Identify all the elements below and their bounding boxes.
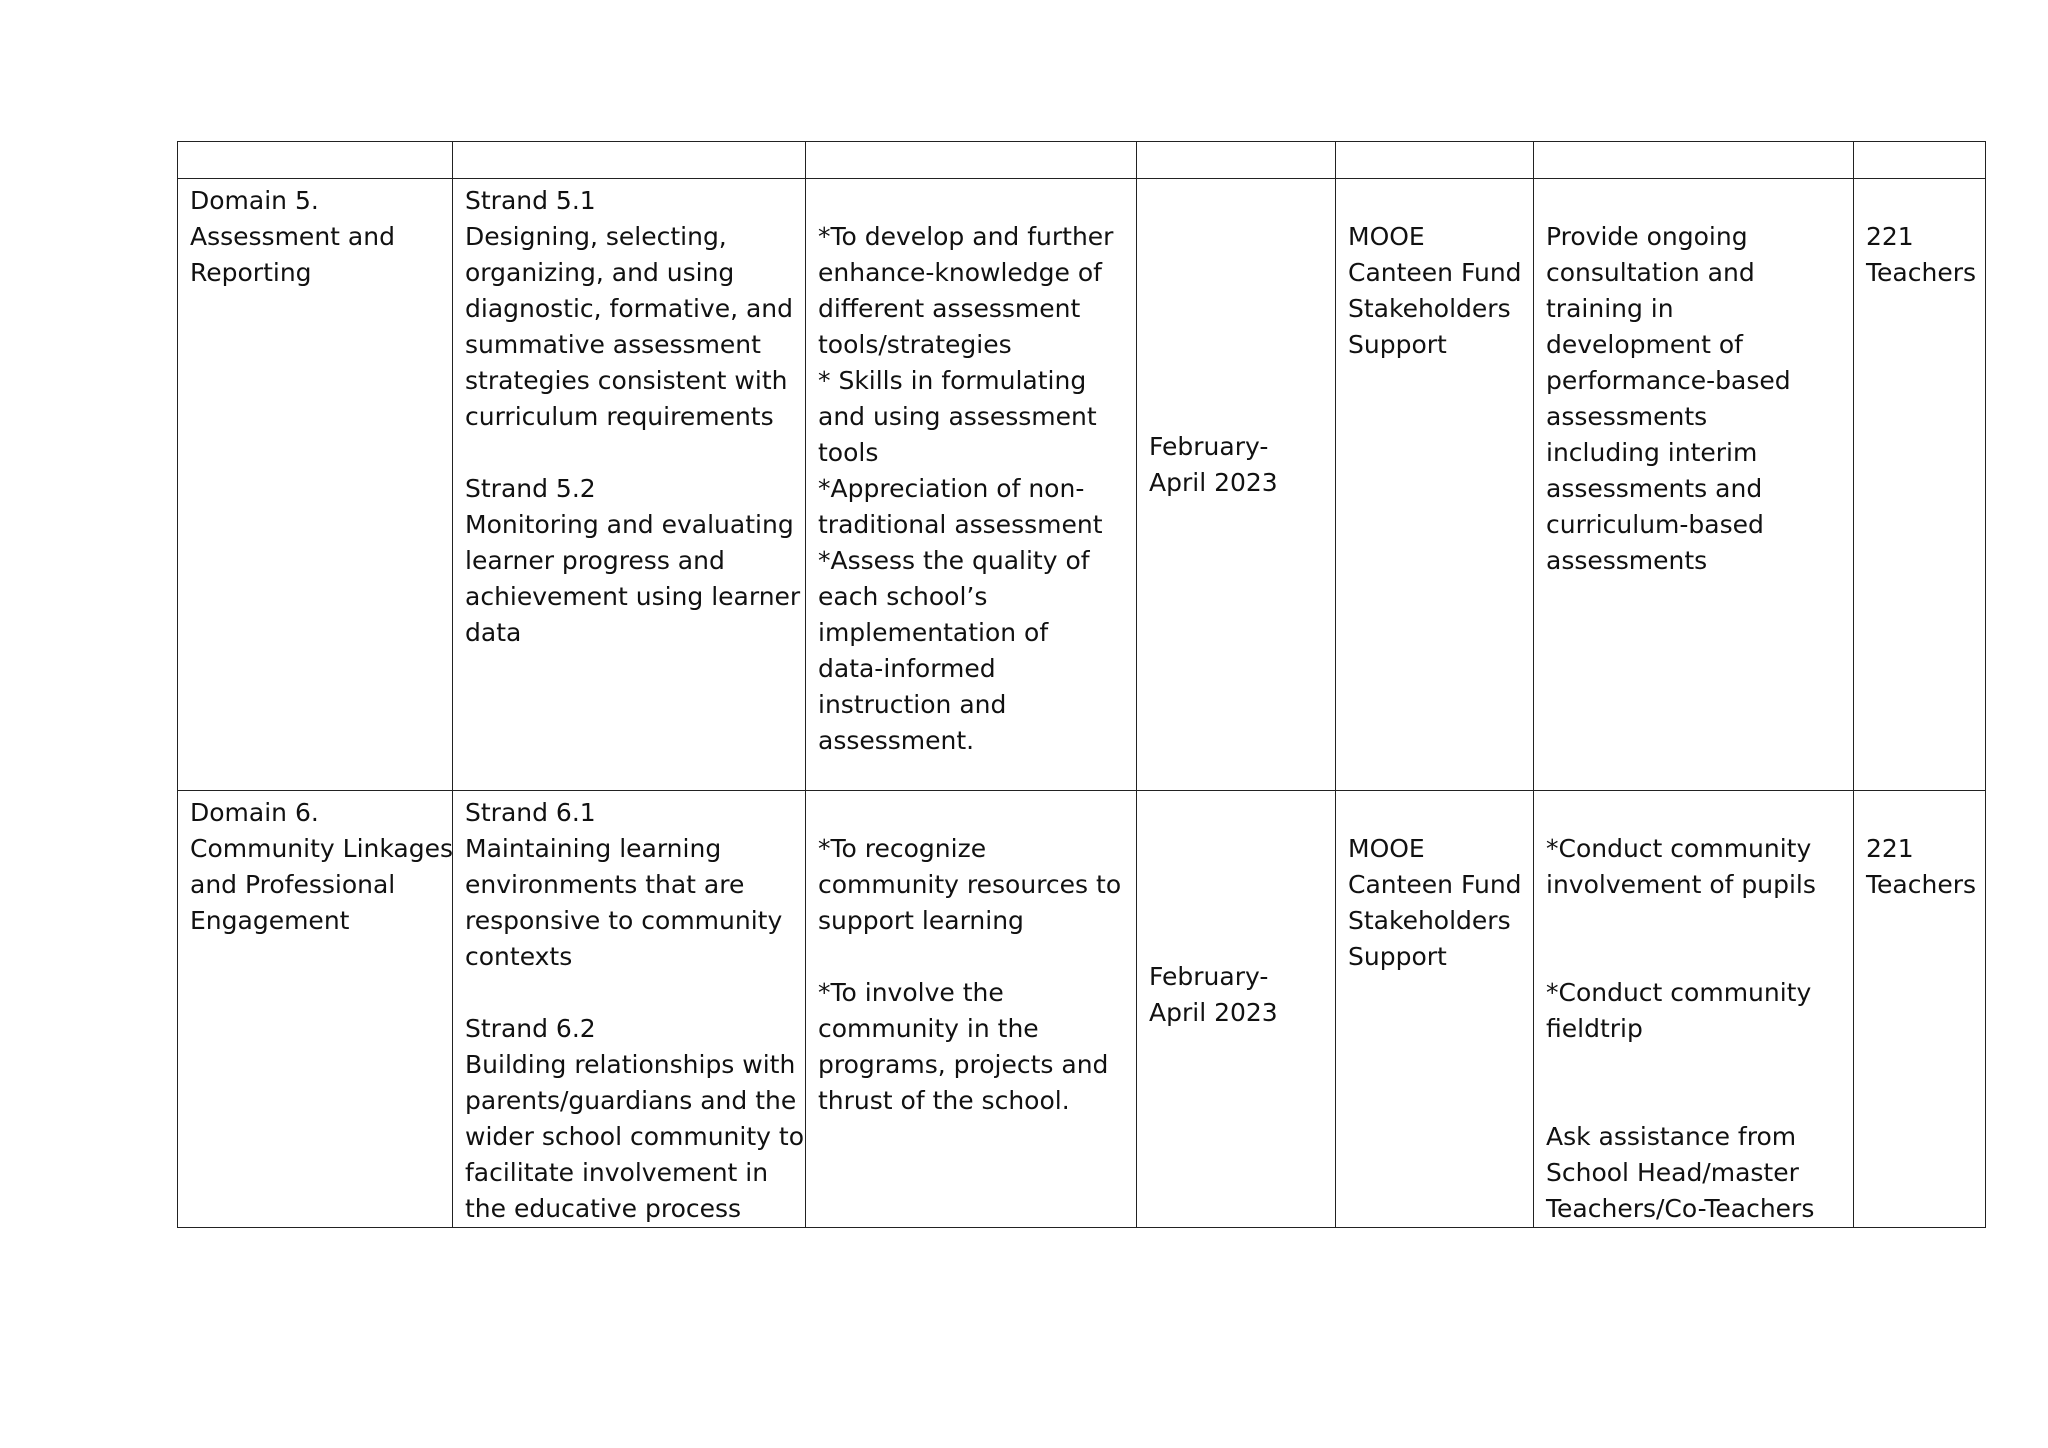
resource-line: Support xyxy=(1348,330,1447,359)
strand-line: curriculum requirements xyxy=(465,402,774,431)
spacer xyxy=(1866,183,1973,219)
timeframe-text xyxy=(1149,959,1323,1031)
timeframe-text xyxy=(1149,429,1323,501)
objective-line: traditional assessment xyxy=(818,510,1103,539)
strand-line: contexts xyxy=(465,942,573,971)
objective-line: *Appreciation of non- xyxy=(818,474,1085,503)
spacer xyxy=(1546,1083,1841,1119)
spacer xyxy=(818,939,1124,975)
strand-line: the educative process xyxy=(465,1194,742,1223)
strand-line: Strand 6.2 xyxy=(465,1014,596,1043)
empty-cell xyxy=(178,142,453,179)
strand-line: Maintaining learning xyxy=(465,834,722,863)
activity-line: assessments xyxy=(1546,402,1708,431)
activity-line: curriculum-based xyxy=(1546,510,1764,539)
timeframe-cell xyxy=(1137,179,1336,791)
spacer xyxy=(1546,939,1841,975)
domain-line: Engagement xyxy=(190,906,350,935)
resource-line: MOOE xyxy=(1348,834,1425,863)
activity-line: assessments xyxy=(1546,546,1708,575)
activity-line: performance-based xyxy=(1546,366,1791,395)
resource-line: Stakeholders xyxy=(1348,906,1511,935)
activities-cell xyxy=(1534,791,1854,1228)
strand-line: diagnostic, formative, and xyxy=(465,294,794,323)
objective-line: enhance-knowledge of xyxy=(818,258,1102,287)
strand-line: Monitoring and evaluating xyxy=(465,510,794,539)
objectives-cell xyxy=(806,179,1137,791)
domain-cell xyxy=(178,791,453,1228)
objectives-cell xyxy=(806,791,1137,1228)
domain-line: and Professional xyxy=(190,870,396,899)
objective-line: and using assessment xyxy=(818,402,1097,431)
participant-line: Teachers xyxy=(1866,870,1976,899)
strand-line: Strand 6.1 xyxy=(465,798,596,827)
participant-line: 221 xyxy=(1866,834,1914,863)
activity-line: involvement of pupils xyxy=(1546,870,1816,899)
activity-line: development of xyxy=(1546,330,1743,359)
table-row-domain-6 xyxy=(178,791,1986,1228)
domain-line: Assessment and xyxy=(190,222,395,251)
objective-line: instruction and xyxy=(818,690,1007,719)
objective-line: support learning xyxy=(818,906,1024,935)
resource-line: Canteen Fund xyxy=(1348,870,1522,899)
spacer xyxy=(1546,1047,1841,1083)
strand-line: strategies consistent with xyxy=(465,366,788,395)
domain-cell xyxy=(178,179,453,791)
timeframe-line: February- xyxy=(1149,431,1269,461)
objective-line: tools xyxy=(818,438,879,467)
timeframe-line: February- xyxy=(1149,962,1269,991)
objective-line: programs, projects and xyxy=(818,1050,1109,1079)
empty-cell xyxy=(1336,142,1534,179)
spacer xyxy=(1546,795,1841,831)
activity-line: Provide ongoing xyxy=(1546,222,1748,251)
spacer xyxy=(1348,795,1521,831)
participants-cell xyxy=(1854,179,1986,791)
resources-cell xyxy=(1336,179,1534,791)
table-row-domain-5 xyxy=(178,179,1986,791)
strand-line: organizing, and using xyxy=(465,258,735,287)
spacer xyxy=(818,183,1124,219)
resource-line: MOOE xyxy=(1348,222,1425,251)
domain-line: Domain 5. xyxy=(190,186,319,215)
timeframe-cell xyxy=(1137,791,1336,1228)
empty-cell xyxy=(806,142,1137,179)
action-plan-table xyxy=(177,141,1986,1228)
objective-line: *To recognize xyxy=(818,834,987,863)
strand-line: Designing, selecting, xyxy=(465,222,727,251)
strand-line: Strand 5.2 xyxy=(465,474,596,503)
objective-line: implementation of xyxy=(818,618,1049,647)
objective-line: *Assess the quality of xyxy=(818,546,1090,575)
strand-line: parents/guardians and the xyxy=(465,1086,797,1115)
activity-line: School Head/master xyxy=(1546,1158,1799,1187)
domain-line: Reporting xyxy=(190,258,312,287)
objective-line: each school’s xyxy=(818,582,988,611)
objective-line: *To involve the xyxy=(818,978,1004,1007)
objective-line: community in the xyxy=(818,1014,1039,1043)
activity-line: Teachers/Co-Teachers xyxy=(1546,1194,1815,1223)
objective-line: different assessment xyxy=(818,294,1081,323)
spacer xyxy=(465,435,793,471)
activity-line: including interim xyxy=(1546,438,1758,467)
spacer xyxy=(465,975,793,1011)
activity-line: training in xyxy=(1546,294,1674,323)
strand-line: learner progress and xyxy=(465,546,725,575)
strand-line: achievement using learner xyxy=(465,582,801,611)
objective-line: *To develop and further xyxy=(818,222,1114,251)
domain-line: Domain 6. xyxy=(190,798,319,827)
empty-cell xyxy=(453,142,806,179)
objective-line: community resources to xyxy=(818,870,1122,899)
empty-cell xyxy=(1137,142,1336,179)
resource-line: Stakeholders xyxy=(1348,294,1511,323)
activity-line: consultation and xyxy=(1546,258,1755,287)
objective-line: tools/strategies xyxy=(818,330,1012,359)
timeframe-line: April 2023 xyxy=(1149,467,1278,497)
empty-cell xyxy=(1534,142,1854,179)
activity-line: Ask assistance from xyxy=(1546,1122,1797,1151)
objective-line: data-informed xyxy=(818,654,996,683)
activity-line: *Conduct community xyxy=(1546,834,1812,863)
table-header-row-empty xyxy=(178,142,1986,179)
spacer xyxy=(1546,183,1841,219)
spacer xyxy=(1546,903,1841,939)
resources-cell xyxy=(1336,791,1534,1228)
resource-line: Canteen Fund xyxy=(1348,258,1522,287)
activities-cell xyxy=(1534,179,1854,791)
objective-line: * Skills in formulating xyxy=(818,366,1087,395)
strand-line: Building relationships with xyxy=(465,1050,796,1079)
participant-line: 221 xyxy=(1866,222,1914,251)
strand-line: Strand 5.1 xyxy=(465,186,596,215)
strand-line: environments that are xyxy=(465,870,745,899)
domain-line: Community Linkages xyxy=(190,834,453,863)
objective-line: thrust of the school. xyxy=(818,1086,1070,1115)
spacer xyxy=(818,795,1124,831)
strand-cell xyxy=(453,179,806,791)
participants-cell xyxy=(1854,791,1986,1228)
strand-line: summative assessment xyxy=(465,330,761,359)
objective-line: assessment. xyxy=(818,726,975,755)
empty-cell xyxy=(1854,142,1986,179)
participant-line: Teachers xyxy=(1866,258,1976,287)
strand-line: wider school community to xyxy=(465,1122,804,1151)
strand-line: facilitate involvement in xyxy=(465,1158,769,1187)
spacer xyxy=(1866,795,1973,831)
strand-cell xyxy=(453,791,806,1228)
spacer xyxy=(1348,183,1521,219)
activity-line: assessments and xyxy=(1546,474,1763,503)
timeframe-line: April 2023 xyxy=(1149,998,1278,1027)
activity-line: fieldtrip xyxy=(1546,1014,1643,1043)
strand-line: responsive to community xyxy=(465,906,783,935)
resource-line: Support xyxy=(1348,942,1447,971)
strand-line: data xyxy=(465,618,522,647)
activity-line: *Conduct community xyxy=(1546,978,1812,1007)
